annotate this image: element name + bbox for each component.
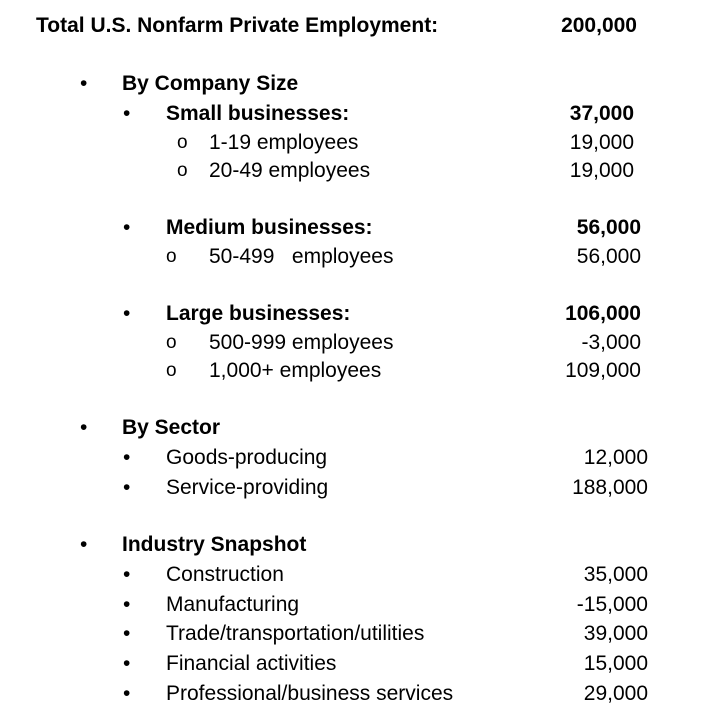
item-value: 39,000 xyxy=(583,622,648,645)
group-value-large: 106,000 xyxy=(565,302,641,325)
item-label: 20-49 employees xyxy=(209,159,371,182)
group-label-small: Small businesses: xyxy=(166,102,350,125)
bullet-icon: • xyxy=(123,216,131,239)
group-label-medium: Medium businesses: xyxy=(166,216,373,239)
circle-bullet-icon: o xyxy=(177,132,188,153)
bullet-icon: • xyxy=(123,593,131,616)
item-value: 35,000 xyxy=(583,563,648,586)
section-heading-sector: By Sector xyxy=(122,416,221,439)
item-label: Financial activities xyxy=(166,652,337,675)
bullet-icon: • xyxy=(80,72,88,95)
bullet-icon: • xyxy=(80,533,88,556)
bullet-icon: • xyxy=(123,682,131,705)
item-value: 15,000 xyxy=(583,652,648,675)
item-value: -3,000 xyxy=(581,331,641,354)
item-value: 56,000 xyxy=(576,245,641,268)
item-label: Professional/business services xyxy=(166,682,454,705)
item-label: 1-19 employees xyxy=(209,131,359,154)
item-label: Goods-producing xyxy=(166,446,328,469)
circle-bullet-icon: o xyxy=(166,246,177,267)
group-value-medium: 56,000 xyxy=(576,216,641,239)
group-value-small: 37,000 xyxy=(569,102,634,125)
circle-bullet-icon: o xyxy=(177,160,188,181)
circle-bullet-icon: o xyxy=(166,360,177,381)
item-label: 500-999 employees xyxy=(209,331,394,354)
bullet-icon: • xyxy=(123,563,131,586)
item-label: Service-providing xyxy=(166,476,329,499)
item-label: 50-499 employees xyxy=(209,245,394,268)
bullet-icon: • xyxy=(123,622,131,645)
item-value: 12,000 xyxy=(583,446,648,469)
bullet-icon: • xyxy=(123,102,131,125)
circle-bullet-icon: o xyxy=(166,332,177,353)
item-value: 188,000 xyxy=(572,476,648,499)
item-label: 1,000+ employees xyxy=(209,359,382,382)
section-heading-company-size: By Company Size xyxy=(122,72,299,95)
bullet-icon: • xyxy=(123,302,131,325)
section-heading-industry: Industry Snapshot xyxy=(122,533,307,556)
bullet-icon: • xyxy=(123,476,131,499)
item-label: Construction xyxy=(166,563,284,586)
bullet-icon: • xyxy=(123,446,131,469)
item-label: Manufacturing xyxy=(166,593,300,616)
bullet-icon: • xyxy=(80,416,88,439)
total-label: Total U.S. Nonfarm Private Employment: xyxy=(36,14,439,37)
total-value: 200,000 xyxy=(561,14,637,37)
item-value: 109,000 xyxy=(565,359,641,382)
item-value: 19,000 xyxy=(569,131,634,154)
item-value: -15,000 xyxy=(576,593,648,616)
item-value: 19,000 xyxy=(569,159,634,182)
item-label: Trade/transportation/utilities xyxy=(166,622,425,645)
bullet-icon: • xyxy=(123,652,131,675)
item-value: 29,000 xyxy=(583,682,648,705)
group-label-large: Large businesses: xyxy=(166,302,351,325)
